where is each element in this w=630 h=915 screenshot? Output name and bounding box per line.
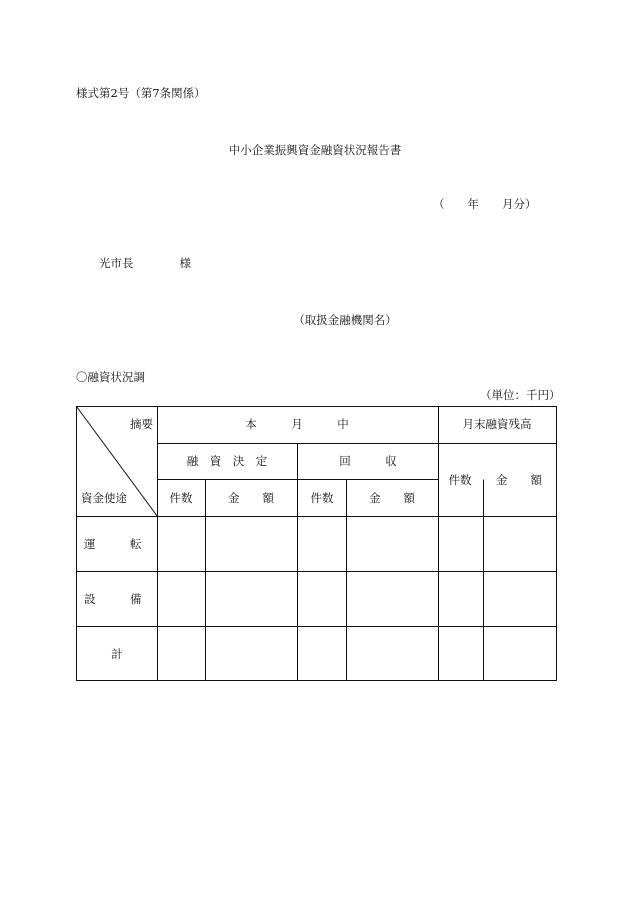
financial-institution-name: （取扱金融機関名） <box>293 313 397 327</box>
header-loan-decision: 融 資 決 定 <box>186 454 268 468</box>
addressee: 光市長 様 <box>99 256 191 270</box>
col-decision-count: 件数 <box>169 491 193 505</box>
row-label-operating: 運 転 <box>84 537 142 551</box>
section-title: 〇融資状況調 <box>76 370 145 384</box>
form-number-label: 様式第2号（第7条関係） <box>76 86 206 100</box>
row-label-total: 計 <box>111 647 123 661</box>
col-balance-count: 件数 <box>448 473 472 487</box>
col-decision-amount: 金 額 <box>228 491 274 505</box>
corner-fund-use-label: 資金使途 <box>81 491 127 505</box>
header-current-month: 本 月 中 <box>245 417 349 431</box>
table-grid <box>77 407 557 681</box>
corner-summary-label: 摘要 <box>130 417 153 431</box>
unit-label: （単位：千円） <box>480 388 561 402</box>
document-title: 中小企業振興資金融資状況報告書 <box>228 143 402 157</box>
row-label-equipment: 設 備 <box>84 592 142 606</box>
header-month-end-balance: 月末融資残高 <box>462 417 532 431</box>
reporting-period: （ 年 月分） <box>433 197 537 211</box>
col-collection-amount: 金 額 <box>369 491 415 505</box>
col-balance-amount: 金 額 <box>496 473 542 487</box>
header-collection: 回 収 <box>339 454 397 468</box>
col-collection-count: 件数 <box>310 491 334 505</box>
